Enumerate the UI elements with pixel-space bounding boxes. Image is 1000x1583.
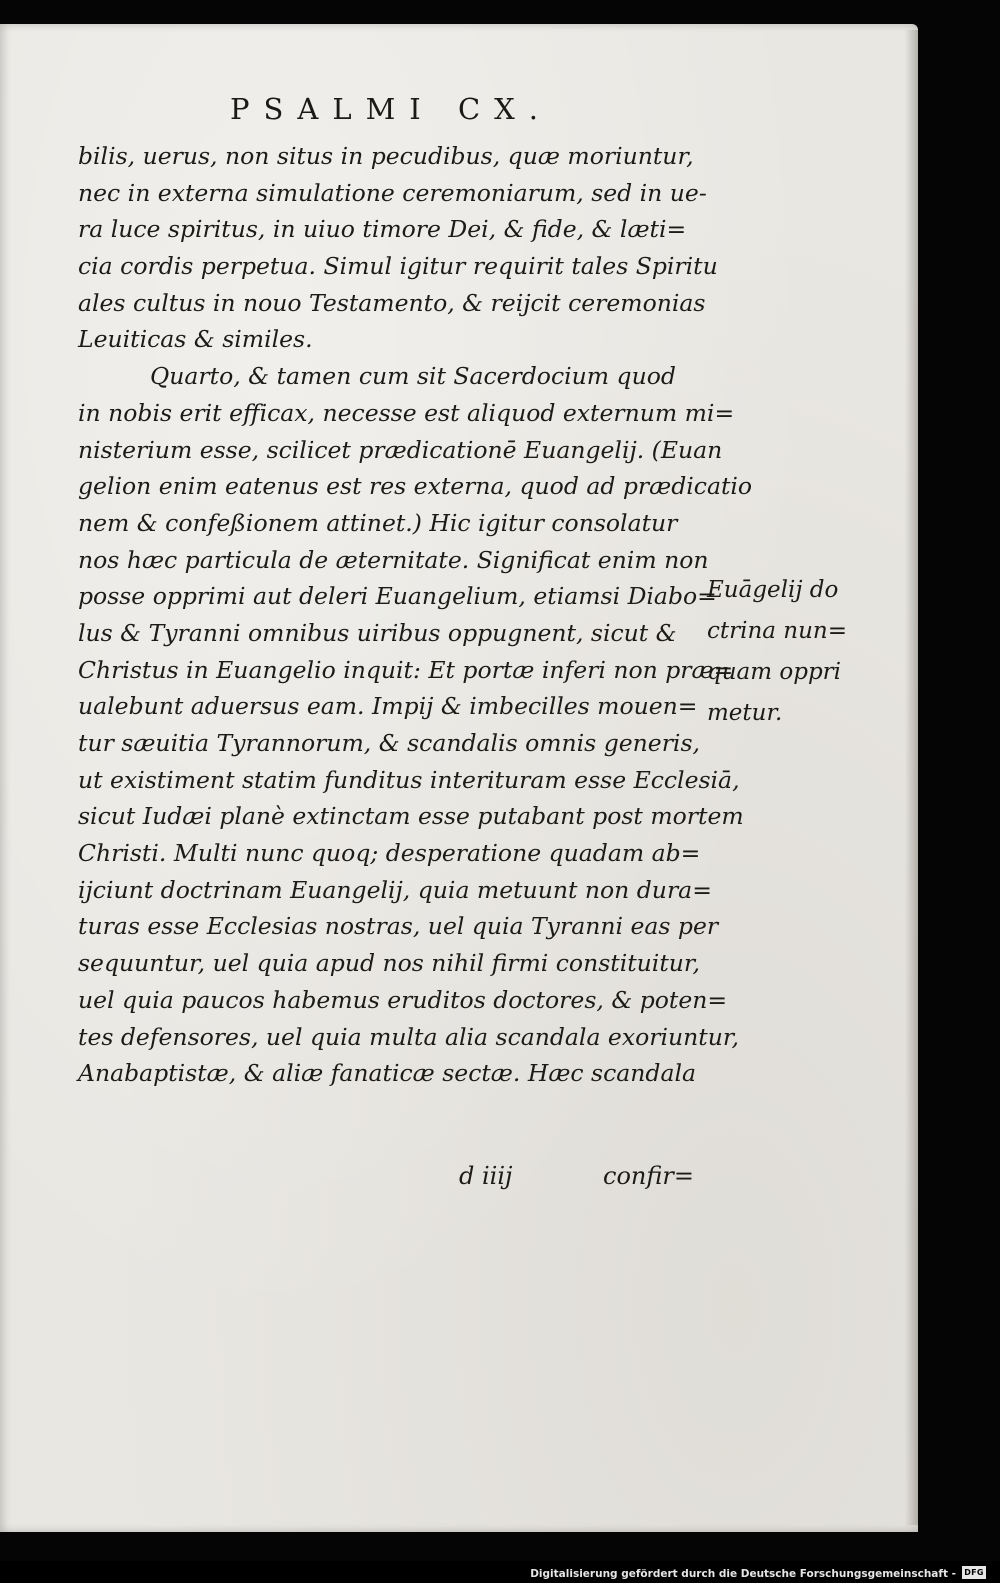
text-line: turas esse Ecclesias nostras, uel quia Tyranni eas per — [78, 912, 719, 941]
text-line: nos hæc particula de æternitate. Significat enim non — [78, 545, 709, 574]
text-line: uel quia paucos habemus eruditos doctores, & poten= — [78, 985, 728, 1014]
text-line: ualebunt aduersus eam. Impij & imbecilles mouen= — [78, 692, 698, 721]
dfg-logo: DFG — [962, 1566, 986, 1579]
catchword: confir= — [603, 1162, 694, 1190]
text-line: sequuntur, uel quia apud nos nihil firmi constituitur, — [78, 949, 701, 978]
text-line: tur sæuitia Tyrannorum, & scandalis omnis generis, — [78, 729, 700, 757]
text-line: gelion enim eatenus est res externa, quod ad prædicatio — [78, 472, 753, 501]
text-line: Christus in Euangelio inquit: Et portæ inferi non præ= — [78, 655, 734, 684]
text-line: bilis, uerus, non situs in pecudibus, quæ moriuntur, — [78, 142, 694, 170]
text-line: posse opprimi aut deleri Euangelium, etiamsi Diabo= — [78, 582, 717, 611]
funding-credit: Digitalisierung gefördert durch die Deutsche Forschungsgemeinschaft - — [530, 1568, 956, 1580]
footer-bar — [0, 1561, 1000, 1583]
text-line: cia cordis perpetua. Simul igitur requirit tales Spiritu — [78, 252, 718, 281]
paragraph-start-line: Quarto, & tamen cum sit Sacerdocium quod — [150, 362, 676, 391]
marginal-note-line: Euāgelij do — [707, 577, 839, 603]
text-line: nem & confeßionem attinet.) Hic igitur consolatur — [78, 508, 678, 537]
text-line: Christi. Multi nunc quoq; desperatione quadam ab= — [78, 839, 701, 868]
page-edge-shadow — [905, 30, 918, 1525]
text-line: nec in externa simulatione ceremoniarum, sed in ue- — [78, 178, 707, 207]
marginal-note — [707, 570, 847, 734]
text-line: ra luce spiritus, in uiuo timore Dei, & fide, & læti= — [78, 215, 687, 244]
text-line: in nobis erit efficax, necesse est aliquod externum mi= — [78, 398, 735, 427]
text-line: Anabaptistæ, & aliæ fanaticæ sectæ. Hæc scandala — [78, 1059, 696, 1088]
text-line: tes defensores, uel quia multa alia scandala exoriuntur, — [78, 1022, 739, 1051]
text-line: Leuiticas & similes. — [78, 325, 313, 354]
text-line: ut existiment statim funditus interituram esse Ecclesiā, — [78, 765, 740, 794]
text-line: ijciunt doctrinam Euangelij, quia metuunt non dura= — [78, 875, 712, 904]
text-line: sicut Iudæi planè extinctam esse putabant post mortem — [78, 802, 744, 831]
text-line: nisterium esse, scilicet prædicationē Euangelij. (Euan — [78, 435, 723, 464]
marginal-note-line: metur. — [707, 700, 783, 726]
running-head: PSALMI CX. — [230, 92, 553, 126]
marginal-note-line: ctrina nun= — [707, 618, 848, 644]
marginal-note-line: quam oppri — [707, 659, 842, 685]
signature-mark: d iiij — [459, 1162, 513, 1190]
text-line: lus & Tyranni omnibus uiribus oppugnent, sicut & — [78, 618, 677, 647]
text-line: ales cultus in nouo Testamento, & reijcit ceremonias — [78, 288, 706, 317]
